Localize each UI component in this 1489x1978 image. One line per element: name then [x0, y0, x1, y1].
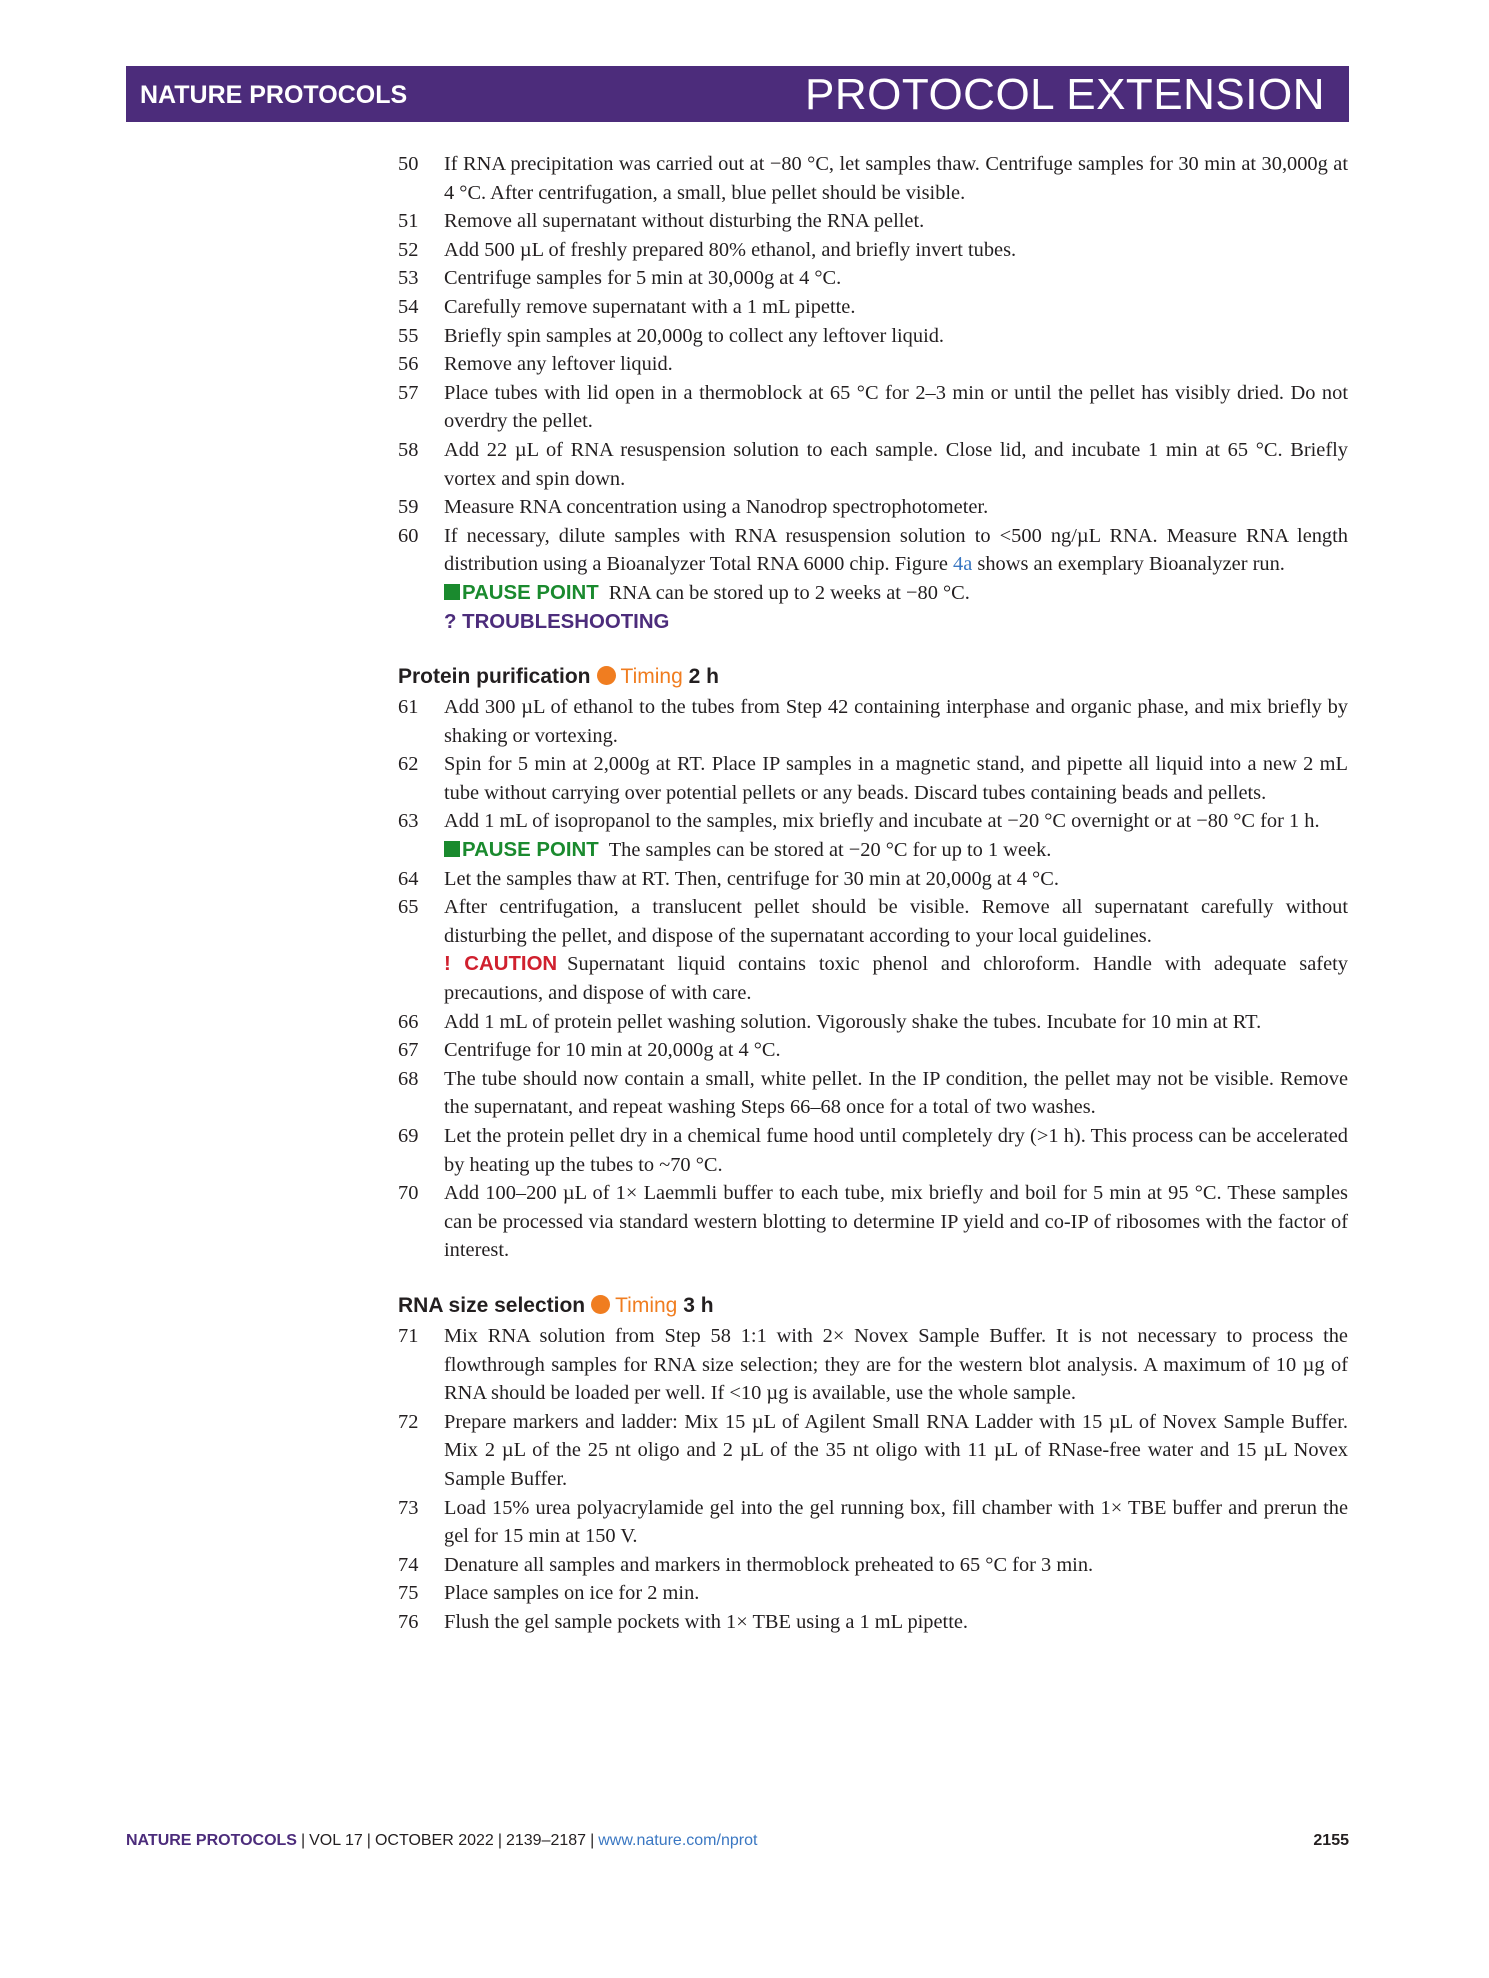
step-text: Denature all samples and markers in thermoblock preheated to 65 °C for 3 min.: [444, 1553, 1094, 1576]
step-text: Add 22 µL of RNA resuspension solution to each sample. Close lid, and incubate 1 min at 65 °C. Briefly vortex and spin down.: [444, 438, 1348, 490]
footer-url-link[interactable]: www.nature.com/nprot: [598, 1832, 758, 1849]
pause-label: PAUSE POINT: [462, 581, 599, 604]
page-footer: [126, 1832, 1349, 1858]
protocol-step-64: [398, 865, 1348, 894]
step-text: After centrifugation, a translucent pellet should be visible. Remove all supernatant carefully without disturbing the pellet, and dispose of the supernatant according to your local guidelines.: [444, 896, 1348, 947]
section-title: RNA size selection: [398, 1293, 586, 1317]
protocol-step-57: [398, 379, 1348, 436]
footer-citation: NATURE PROTOCOLS | VOL 17 | OCTOBER 2022 | 2139–2187 | www.nature.com/nprot: [126, 1832, 758, 1849]
protocol-step-72: [398, 1408, 1348, 1494]
step-number: 52: [398, 238, 419, 261]
pause-text: RNA can be stored up to 2 weeks at −80 °C.: [608, 581, 970, 604]
step-number: 72: [398, 1410, 419, 1433]
step-number: 63: [398, 810, 419, 833]
step-text: Remove all supernatant without disturbing the RNA pellet.: [444, 210, 925, 233]
step-text: Place tubes with lid open in a thermoblock at 65 °C for 2–3 min or until the pellet has visibly dried. Do not overdry the pellet.: [444, 381, 1348, 433]
step-number: 62: [398, 753, 419, 776]
footer-pages: 2139–2187: [505, 1832, 587, 1849]
step-number: 66: [398, 1010, 419, 1033]
protocol-step-69: [398, 1122, 1348, 1179]
protocol-step-70: [398, 1179, 1348, 1265]
protocol-step-66: [398, 1008, 1348, 1037]
article-type: PROTOCOL EXTENSION: [805, 70, 1325, 119]
step-number: 74: [398, 1553, 419, 1576]
step-number: 67: [398, 1039, 419, 1062]
step-text: Add 500 µL of freshly prepared 80% ethanol, and briefly invert tubes.: [444, 238, 1017, 261]
protocol-step-56: [398, 350, 1348, 379]
protocol-step-67: [398, 1036, 1348, 1065]
step-text: If RNA precipitation was carried out at −80 °C, let samples thaw. Centrifuge samples for 30 min at 30,000g at 4 °C. After centrifugation, a small, blue pellet should be visible.: [444, 153, 1348, 204]
step-text: Briefly spin samples at 20,000g to collect any leftover liquid.: [444, 324, 945, 347]
caution-text: Supernatant liquid contains toxic phenol and chloroform. Handle with adequate safety precautions, and dispose of with care.: [444, 953, 1348, 1005]
step-text: Add 1 mL of protein pellet washing solution. Vigorously shake the tubes. Incubate for 10 min at RT.: [444, 1010, 1262, 1033]
figure-link[interactable]: 4a: [953, 553, 973, 576]
step-text: Measure RNA concentration using a Nanodrop spectrophotometer.: [444, 496, 989, 519]
protocol-step-55: [398, 322, 1348, 351]
step-number: 68: [398, 1067, 419, 1090]
step-text-cont: shows an exemplary Bioanalyzer run.: [972, 553, 1285, 576]
step-text: Spin for 5 min at 2,000g at RT. Place IP samples in a magnetic stand, and pipette all liquid into a new 2 mL tube without carrying over potential pellets or any beads. Discard tubes containing beads and pellets.: [444, 753, 1348, 804]
step-text: Centrifuge for 10 min at 20,000g at 4 °C.: [444, 1039, 781, 1062]
step-number: 60: [398, 524, 419, 547]
step-text: Flush the gel sample pockets with 1× TBE using a 1 mL pipette.: [444, 1610, 969, 1633]
step-text: Let the samples thaw at RT. Then, centrifuge for 30 min at 20,000g at 4 °C.: [444, 867, 1059, 890]
protocol-step-75: [398, 1579, 1348, 1608]
pause-point: [444, 836, 1348, 865]
step-number: 57: [398, 381, 419, 404]
pause-label: PAUSE POINT: [462, 839, 599, 862]
protocol-step-59: [398, 493, 1348, 522]
timing-label: Timing: [620, 665, 683, 689]
step-number: 55: [398, 324, 419, 347]
steps-block-4: [398, 1322, 1348, 1637]
protocol-step-50: [398, 150, 1348, 207]
step-number: 75: [398, 1582, 419, 1605]
pause-point: [444, 579, 1348, 608]
troubleshooting-link[interactable]: ? TROUBLESHOOTING: [444, 610, 670, 633]
step-number: 58: [398, 438, 419, 461]
step-number: 73: [398, 1496, 419, 1519]
step-text: Add 100–200 µL of 1× Laemmli buffer to each tube, mix briefly and boil for 5 min at 95 °C. These samples can be processed via standard western blotting to determine IP yield and co-IP of ribosomes with the factor of interest.: [444, 1182, 1348, 1262]
protocol-step-71: [398, 1322, 1348, 1408]
step-number: 64: [398, 867, 419, 890]
step-text: Add 300 µL of ethanol to the tubes from Step 42 containing interphase and organic phase, and mix briefly by shaking or vortexing.: [444, 696, 1348, 747]
protocol-step-58: [398, 436, 1348, 493]
step-text: Place samples on ice for 2 min.: [444, 1582, 700, 1605]
pause-square-icon: [444, 841, 460, 857]
step-number: 51: [398, 210, 419, 233]
step-text: Load 15% urea polyacrylamide gel into the gel running box, fill chamber with 1× TBE buffer and prerun the gel for 15 min at 150 V.: [444, 1496, 1348, 1548]
protocol-step-60: [398, 522, 1348, 636]
step-number: 54: [398, 295, 419, 318]
protocol-step-63: [398, 807, 1348, 864]
step-text: Prepare markers and ladder: Mix 15 µL of Agilent Small RNA Ladder with 15 µL of Novex Sample Buffer. Mix 2 µL of the 25 nt oligo and 2 µL of the 35 nt oligo with 11 µL of RNase-free water and 15 µL Novex Sample Buffer.: [444, 1410, 1348, 1490]
protocol-step-65: [398, 893, 1348, 1007]
step-number: 61: [398, 696, 419, 719]
steps-block-2: [398, 693, 1348, 807]
step-text: Remove any leftover liquid.: [444, 353, 673, 376]
timing-dot-icon: [597, 666, 616, 685]
protocol-content: [398, 150, 1348, 1637]
step-number: 76: [398, 1610, 419, 1633]
steps-block-1: [398, 150, 1348, 522]
protocol-step-74: [398, 1551, 1348, 1580]
steps-block-3: [398, 1008, 1348, 1265]
step-text: Mix RNA solution from Step 58 1:1 with 2× Novex Sample Buffer. It is not necessary to process the flowthrough samples for RNA size selection; they are for the western blot analysis. A maximum of 10 µg of RNA should be loaded per well. If <10 µg is available, use the whole sample.: [444, 1324, 1348, 1405]
footer-volume: VOL 17: [309, 1832, 363, 1849]
caution-label: ! CAUTION: [444, 953, 558, 976]
step-text: The tube should now contain a small, white pellet. In the IP condition, the pellet may not be visible. Remove the supernatant, and repeat washing Steps 66–68 once for a total of two washes.: [444, 1067, 1348, 1119]
step-number: 59: [398, 496, 419, 519]
timing-value: 2 h: [688, 665, 719, 689]
step-text: Let the protein pellet dry in a chemical fume hood until completely dry (>1 h). This process can be accelerated by heating up the tubes to ~70 °C.: [444, 1125, 1348, 1176]
protocol-step-73: [398, 1494, 1348, 1551]
timing-dot-icon: [591, 1295, 610, 1314]
page-number: 2155: [1313, 1832, 1349, 1849]
journal-name: NATURE PROTOCOLS: [140, 81, 408, 109]
caution-note: [444, 950, 1348, 1007]
protocol-step-76: [398, 1608, 1348, 1637]
step-number: 71: [398, 1324, 419, 1347]
protocol-step-52: [398, 236, 1348, 265]
section-heading-protein: [398, 662, 1348, 692]
step-text: If necessary, dilute samples with RNA resuspension solution to <500 ng/µL RNA. Measure RNA length distribution using a Bioanalyzer Total RNA 6000 chip. Figure: [444, 524, 1348, 576]
footer-issue: OCTOBER 2022: [374, 1832, 494, 1849]
step-number: 70: [398, 1182, 419, 1205]
timing-value: 3 h: [683, 1293, 714, 1317]
protocol-step-53: [398, 264, 1348, 293]
step-number: 53: [398, 267, 419, 290]
step-text: Add 1 mL of isopropanol to the samples, mix briefly and incubate at −20 °C overnight or at −80 °C for 1 h.: [444, 810, 1320, 833]
step-number: 50: [398, 153, 419, 175]
protocol-step-68: [398, 1065, 1348, 1122]
pause-square-icon: [444, 584, 460, 600]
section-title: Protein purification: [398, 665, 591, 689]
header-bar: [126, 66, 1349, 122]
section-heading-rna: [398, 1291, 1348, 1321]
step-number: 56: [398, 353, 419, 376]
protocol-step-62: [398, 750, 1348, 807]
protocol-step-51: [398, 207, 1348, 236]
protocol-step-54: [398, 293, 1348, 322]
step-number: 69: [398, 1125, 419, 1147]
step-text: Carefully remove supernatant with a 1 mL pipette.: [444, 295, 856, 318]
footer-journal: NATURE PROTOCOLS: [126, 1832, 297, 1849]
timing-label: Timing: [615, 1293, 678, 1317]
pause-text: The samples can be stored at −20 °C for up to 1 week.: [608, 839, 1052, 862]
step-number: 65: [398, 896, 419, 919]
protocol-step-61: [398, 693, 1348, 750]
step-text: Centrifuge samples for 5 min at 30,000g at 4 °C.: [444, 267, 842, 290]
